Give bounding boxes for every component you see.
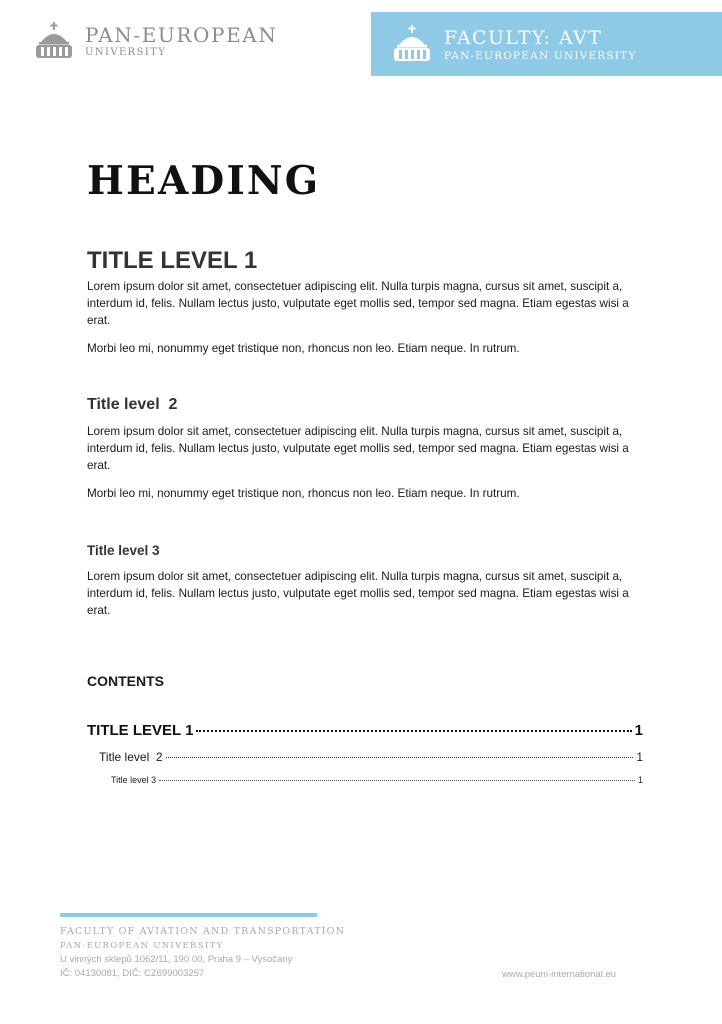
footer-university-name: PAN-EUROPEAN UNIVERSITY <box>60 941 224 951</box>
footer-website-link[interactable]: www.peuni-international.eu <box>502 969 617 980</box>
toc-page-number: 1 <box>634 722 643 739</box>
body-paragraph: Lorem ipsum dolor sit amet, consectetuer adipiscing elit. Nulla turpis magna, cursus sit amet, suscipit a, interdum id, felis. Nullam lectus justo, vulputate eget mollis sed, tempor sed magna. Etiam egestas wisi a erat. <box>87 280 629 327</box>
toc-leader-dots <box>196 730 631 732</box>
toc-entry-level-1[interactable] <box>87 721 643 741</box>
title-level-2: Title level 2 <box>87 396 178 413</box>
footer-accent-rule <box>60 913 317 917</box>
toc-leader-dots <box>166 757 634 758</box>
title-level-1: TITLE LEVEL 1 <box>87 247 258 274</box>
brand-subtitle: UNIVERSITY <box>85 47 167 58</box>
toc-leader-dots <box>159 780 635 781</box>
footer-faculty-name: FACULTY OF AVIATION AND TRANSPORTATION <box>60 926 346 937</box>
university-dome-emblem-icon <box>34 22 74 60</box>
toc-page-number: 1 <box>636 750 643 764</box>
university-dome-emblem-icon <box>392 25 432 63</box>
body-paragraph: Lorem ipsum dolor sit amet, consectetuer adipiscing elit. Nulla turpis magna, cursus sit amet, suscipit a, interdum id, felis. Nullam lectus justo, vulputate eget mollis sed, tempor sed magna. Etiam egestas wisi a erat. <box>87 570 629 617</box>
brand-name: PAN-EUROPEAN <box>85 23 278 47</box>
title-level-3: Title level 3 <box>87 543 160 558</box>
body-paragraph: Morbi leo mi, nonummy eget tristique non, rhoncus non leo. Etiam neque. In rutrum. <box>87 342 520 355</box>
faculty-subtitle: PAN-EUROPEAN UNIVERSITY <box>444 49 637 62</box>
document-body <box>87 150 643 787</box>
contents-title: CONTENTS <box>87 673 164 689</box>
toc-entry-label: TITLE LEVEL 1 <box>87 722 194 739</box>
footer-company-ids: IČ: 04130081, DIČ: CZ699003257 <box>60 968 205 979</box>
toc-page-number: 1 <box>637 775 643 785</box>
faculty-banner <box>371 12 722 76</box>
table-of-contents <box>87 721 643 787</box>
university-logo <box>34 22 277 60</box>
body-paragraph: Morbi leo mi, nonummy eget tristique non, rhoncus non leo. Etiam neque. In rutrum. <box>87 487 520 500</box>
toc-entry-level-2[interactable] <box>87 749 643 766</box>
body-paragraph: Lorem ipsum dolor sit amet, consectetuer adipiscing elit. Nulla turpis magna, cursus sit amet, suscipit a, interdum id, felis. Nullam lectus justo, vulputate eget mollis sed, tempor sed magna. Etiam egestas wisi a erat. <box>87 425 629 472</box>
footer-address: U vinných sklepů 1062/11, 190 00, Praha 9 – Vysočany <box>60 954 293 965</box>
toc-entry-label: Title level 3 <box>111 775 157 785</box>
faculty-title: FACULTY: AVT <box>444 26 603 49</box>
document-heading: HEADING <box>87 158 321 204</box>
toc-entry-level-3[interactable] <box>87 774 643 787</box>
toc-entry-label: Title level 2 <box>99 750 163 764</box>
